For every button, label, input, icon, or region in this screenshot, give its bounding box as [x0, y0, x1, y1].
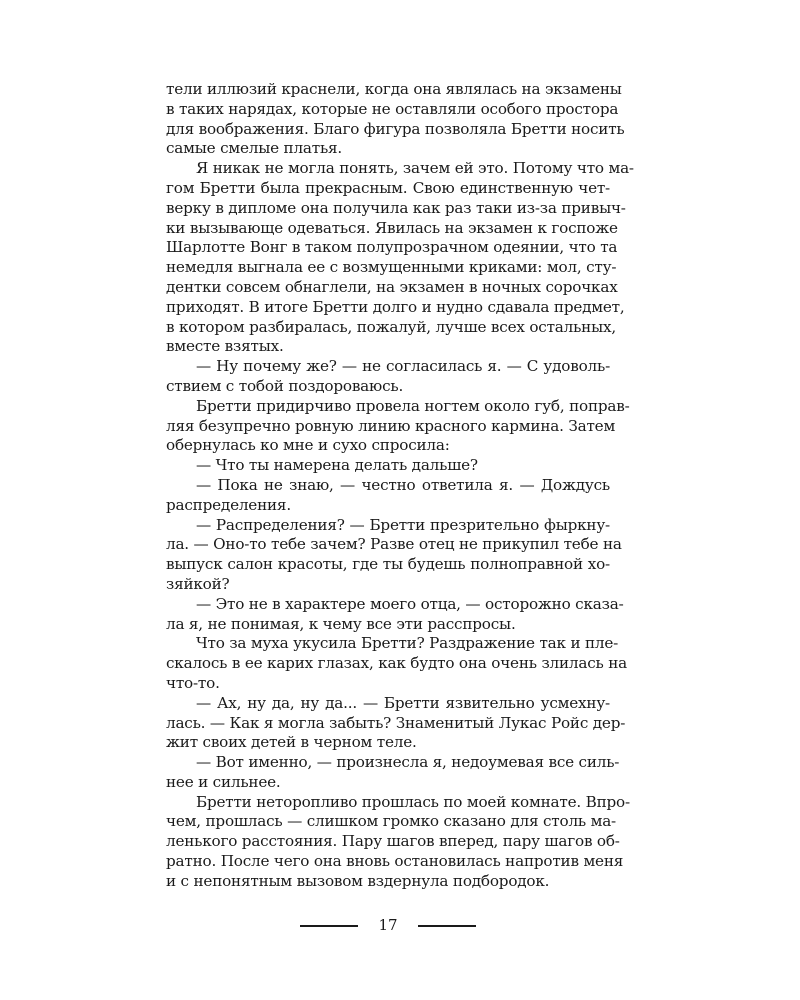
text-line: и с непонятным вызовом вздернула подбородок. [166, 871, 550, 890]
text-line: — Вот именно, — произнесла я, недоумевая все силь- [196, 753, 620, 772]
text-line: Бретти придирчиво провела ногтем около губ, поправ- [196, 396, 630, 415]
page-body [166, 80, 634, 892]
text-line: в таких нарядах, которые не оставляли особого простора [166, 99, 619, 118]
text-line: гом Бретти была прекрасным. Свою единственную чет- [166, 178, 610, 197]
text-line: ляя безупречно ровную линию красного кармина. Затем [166, 416, 616, 435]
text-line: — Распределения? — Бретти презрительно фыркну- [196, 515, 610, 534]
paragraph [166, 456, 610, 476]
text-line: — Пока не знаю, — честно ответила я. — Дождусь [196, 475, 610, 494]
text-line: лась. — Как я могла забыть? Знаменитый Лукас Ройс дер- [166, 713, 626, 732]
text-line: в котором разбиралась, пожалуй, лучше всех остальных, [166, 317, 616, 336]
text-line: ла. — Оно-то тебе зачем? Разве отец не прикупил тебе на [166, 535, 622, 554]
paragraph [166, 792, 630, 892]
text-line: тели иллюзий краснели, когда она являлась на экзамены [166, 80, 622, 98]
text-line: что-то. [166, 673, 220, 692]
text-line: Шарлотте Вонг в таком полупрозрачном одеянии, что та [166, 238, 618, 257]
text-line: приходят. В итоге Бретти долго и нудно сдавала предмет, [166, 297, 625, 316]
paragraph [166, 753, 620, 793]
paragraph [166, 396, 630, 456]
text-line: самые смелые платья. [166, 139, 343, 158]
text-line: чем, прошлась — слишком громко сказано для столь ма- [166, 812, 616, 831]
text-line: ла я, не понимая, к чему все эти расспросы. [166, 614, 516, 633]
text-line: ки вызывающе одеваться. Явилась на экзамен к госпоже [166, 218, 618, 237]
text-line: Что за муха укусила Бретти? Раздражение так и пле- [196, 634, 619, 653]
text-line: для воображения. Благо фигура позволяла Бретти носить [166, 119, 625, 138]
text-line: скалось в ее карих глазах, как будто она очень злилась на [166, 654, 627, 673]
paragraph [166, 80, 625, 159]
text-line: Бретти неторопливо прошлась по моей комнате. Впро- [196, 792, 630, 811]
page-footer [300, 913, 476, 937]
paragraph [166, 357, 610, 397]
text-line: выпуск салон красоты, где ты будешь полноправной хо- [166, 555, 610, 574]
paragraph [166, 476, 610, 516]
text-line: обернулась ко мне и сухо спросила: [166, 436, 450, 455]
text-line: — Это не в характере моего отца, — осторожно сказа- [196, 594, 624, 613]
text-line: жит своих детей в черном теле. [166, 733, 417, 752]
paragraph [166, 594, 624, 635]
text-line: нее и сильнее. [166, 772, 281, 791]
paragraph [166, 159, 634, 357]
text-line: верку в дипломе она получила как раз таки из-за привыч- [166, 198, 626, 217]
text-line: — Ах, ну да, ну да... — Бретти язвительно усмехну- [196, 693, 610, 712]
text-line: ленького расстояния. Пару шагов вперед, пару шагов об- [166, 832, 620, 851]
text-line: Я никак не могла понять, зачем ей это. Потому что ма- [196, 159, 634, 178]
text-line: — Что ты намерена делать дальше? [196, 456, 478, 475]
page-number: 17 [378, 916, 398, 934]
text-line: зяйкой? [166, 574, 230, 593]
footer-rule-right [418, 925, 476, 927]
text-line: распределения. [166, 495, 291, 514]
text-line: — Ну почему же? — не согласилась я. — С удоволь- [196, 357, 610, 376]
text-line: вместе взятых. [166, 337, 284, 356]
text-line: ратно. После чего она вновь остановилась напротив меня [166, 852, 624, 871]
footer-rule-left [300, 925, 358, 927]
text-line: ствием с тобой поздороваюсь. [166, 376, 404, 395]
paragraph [166, 693, 626, 753]
paragraph [166, 634, 627, 693]
text-line: немедля выгнала ее с возмущенными криками: мол, сту- [166, 258, 617, 277]
paragraph [166, 515, 622, 595]
text-line: дентки совсем обнаглели, на экзамен в ночных сорочках [166, 277, 618, 296]
